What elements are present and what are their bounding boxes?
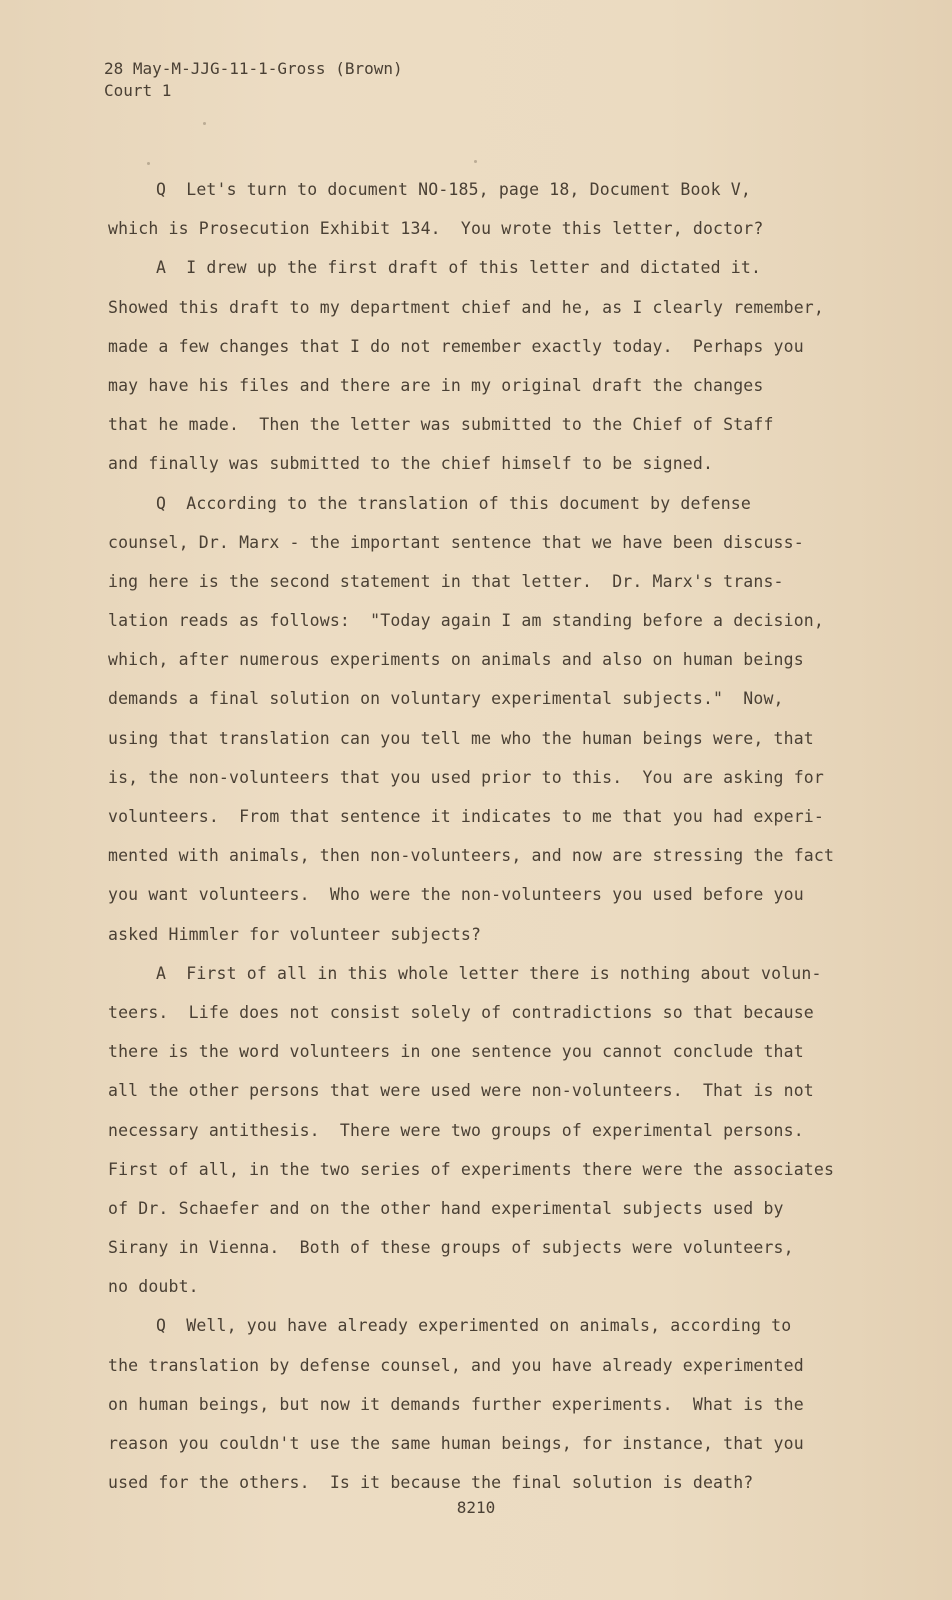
transcript-line: demands a final solution on voluntary experimental subjects." Now, (108, 689, 784, 709)
transcript-line: A I drew up the first draft of this letter and dictated it. (156, 258, 762, 278)
paper-speck (147, 162, 150, 165)
transcript-line: there is the word volunteers in one sentence you cannot conclude that (108, 1042, 804, 1062)
transcript-line: mented with animals, then non-volunteers, and now are stressing the fact (108, 846, 835, 866)
paper-speck (203, 122, 206, 125)
transcript-line: used for the others. Is it because the final solution is death? (108, 1473, 754, 1493)
header-line-2: Court 1 (104, 81, 172, 100)
transcript-line: Q According to the translation of this document by defense (156, 493, 751, 513)
transcript-line: A First of all in this whole letter there is nothing about volun- (156, 963, 822, 983)
transcript-line: you want volunteers. Who were the non-volunteers you used before you (108, 885, 804, 905)
transcript-line: that he made. Then the letter was submitted to the Chief of Staff (108, 415, 774, 435)
paper-speck (474, 160, 477, 163)
transcript-line: which, after numerous experiments on animals and also on human beings (108, 650, 804, 670)
transcript-line: which is Prosecution Exhibit 134. You wrote this letter, doctor? (108, 219, 764, 239)
transcript-line: asked Himmler for volunteer subjects? (108, 924, 482, 944)
transcript-line: ing here is the second statement in that letter. Dr. Marx's trans- (108, 571, 784, 591)
transcript-line: on human beings, but now it demands further experiments. What is the (108, 1394, 804, 1414)
transcript-line: volunteers. From that sentence it indicates to me that you had experi- (108, 807, 824, 826)
transcript-line: counsel, Dr. Marx - the important sentence that we have been discuss- (108, 532, 804, 552)
header-line-1: 28 May-M-JJG-11-1-Gross (Brown) (104, 59, 403, 78)
transcript-line: lation reads as follows: "Today again I am standing before a decision, (108, 611, 824, 631)
transcript-line: necessary antithesis. There were two groups of experimental persons. (108, 1120, 804, 1140)
transcript-line: Showed this draft to my department chief and he, as I clearly remember, (108, 297, 824, 317)
transcript-line: First of all, in the two series of experiments there were the associates (108, 1159, 835, 1179)
transcript-line: and finally was submitted to the chief himself to be signed. (108, 454, 714, 474)
transcript-line: is, the non-volunteers that you used prior to this. You are asking for (108, 767, 824, 787)
transcript-line: teers. Life does not consist solely of contradictions so that because (108, 1002, 814, 1022)
transcript-line: no doubt. (108, 1277, 199, 1297)
transcript-line: Q Well, you have already experimented on animals, according to (156, 1316, 792, 1336)
page-number: 8210 (456, 1498, 496, 1517)
transcript-line: all the other persons that were used were non-volunteers. That is not (108, 1081, 814, 1101)
transcript-line: Sirany in Vienna. Both of these groups of subjects were volunteers, (108, 1238, 794, 1258)
transcript-line: the translation by defense counsel, and you have already experimented (108, 1355, 804, 1375)
transcript-body (108, 170, 858, 1502)
transcript-line: of Dr. Schaefer and on the other hand experimental subjects used by (108, 1198, 784, 1218)
transcript-line: made a few changes that I do not remember exactly today. Perhaps you (108, 336, 804, 356)
transcript-line: Q Let's turn to document NO-185, page 18, Document Book V, (156, 180, 751, 199)
transcript-line: may have his files and there are in my original draft the changes (108, 375, 764, 395)
document-header (104, 58, 403, 102)
transcript-line: reason you couldn't use the same human beings, for instance, that you (108, 1434, 804, 1453)
transcript-line: using that translation can you tell me who the human beings were, that (108, 728, 814, 748)
